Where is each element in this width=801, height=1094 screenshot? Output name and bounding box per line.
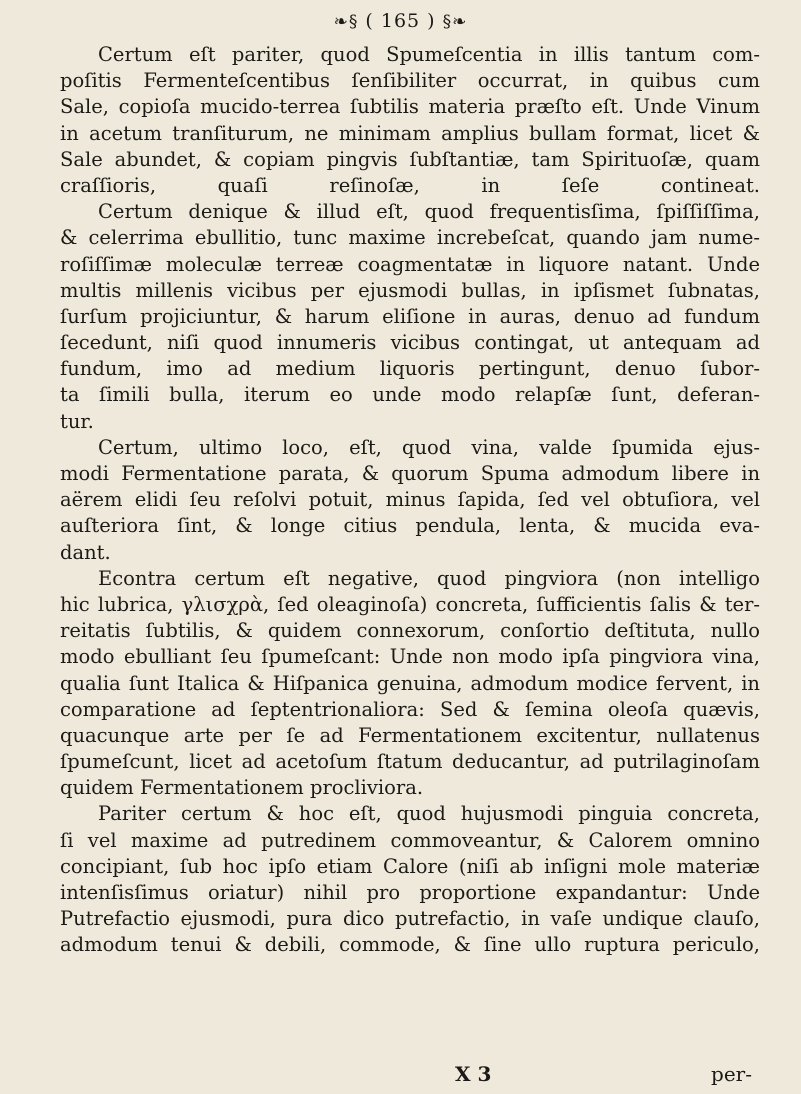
- text-line: concipiant, ſub hoc ipſo etiam Calore (niſi ab inſigni mole materiæ: [60, 854, 760, 878]
- ornament-left-icon: ❧§: [333, 12, 359, 32]
- text-line: dant.: [60, 540, 111, 564]
- text-line: quidem Fermentationem procliviora.: [60, 776, 424, 800]
- page-header: [0, 10, 801, 32]
- text-line: quacunque arte per ſe ad Fermentationem excitentur, nullatenus: [60, 723, 760, 747]
- text-line: ſurſum projiciuntur, & harum eliſione in auras, denuo ad fundum: [60, 304, 760, 328]
- text-line: roſiſſimæ moleculæ terreæ coagmentatæ in liquore natant. Unde: [60, 252, 760, 276]
- text-line: reitatis ſubtilis, & quidem connexorum, conſortio deſtituta, nullo: [60, 619, 760, 643]
- text-line: in acetum tranſiturum, ne minimam amplius bullam format, licet &: [60, 121, 760, 145]
- text-line: auſteriora ſint, & longe citius pendula, lenta, & mucida eva-: [60, 514, 760, 538]
- text-line: modi Fermentatione parata, & quorum Spuma admodum libere in: [60, 462, 760, 485]
- text-line: fundum, imo ad medium liquoris pertingunt, denuo ſubor-: [60, 357, 760, 381]
- text-line: comparatione ad ſeptentrionaliora: Sed & ſemina oleoſa quævis,: [60, 697, 760, 721]
- text-line: aërem elidi ſeu reſolvi potuit, minus ſapida, ſed vel obtuſiora, vel: [60, 488, 760, 512]
- text-line: ta ſimili bulla, iterum eo unde modo relapſæ ſunt, deferan-: [60, 383, 760, 407]
- text-line: multis millenis vicibus per ejusmodi bullas, in ipſismet ſubnatas,: [60, 278, 760, 302]
- text-line: Sale abundet, & copiam pingvis ſubſtantiæ, tam Spirituoſæ, quam: [60, 147, 760, 171]
- text-line: poſitis Fermenteſcentibus ſenſibiliter occurrat, in quibus cum: [60, 69, 760, 93]
- text-line: Econtra certum eſt negative, quod pingviora (non intelligo: [98, 566, 760, 590]
- text-line: ſi vel maxime ad putredinem commoveantur, & Calorem omnino: [60, 828, 760, 852]
- text-line: Putrefactio ejusmodi, pura dico putrefactio, in vaſe undique clauſo,: [60, 907, 760, 931]
- ornament-right-icon: §❧: [442, 12, 468, 32]
- text-line: Certum denique & illud eſt, quod frequentisſima, ſpiſſiſſima,: [98, 200, 760, 224]
- text-line: Certum eſt pariter, quod Spumeſcentia in illis tantum com-: [98, 43, 760, 66]
- text-line: qualia ſunt Italica & Hiſpanica genuina, admodum modice fervent, in: [60, 671, 760, 695]
- signature-mark: X 3: [455, 1062, 492, 1086]
- text-line: modo ebulliant ſeu ſpumeſcant: Unde non modo ipſa pingviora vina,: [60, 645, 760, 669]
- text-line: Pariter certum & hoc eſt, quod hujusmodi pinguia concreta,: [98, 802, 760, 826]
- text-line: tur.: [60, 409, 94, 433]
- text-line: Sale, copioſa mucido-terrea ſubtilis materia præſto eſt. Unde Vinum: [60, 95, 760, 119]
- text-line: & celerrima ebullitio, tunc maxime increbeſcat, quando jam nume-: [60, 226, 760, 250]
- page-number: ( 165 ): [365, 10, 436, 32]
- catchword: per-: [711, 1062, 752, 1086]
- text-line: ſpumeſcunt, licet ad acetoſum ſtatum deducantur, ad putrilaginoſam: [60, 750, 760, 774]
- text-line: admodum tenui & debili, commode, & ſine ullo ruptura periculo,: [60, 933, 760, 957]
- text-line: craſſioris, quaſi reſinoſæ, in ſeſe contineat.: [60, 173, 760, 197]
- text-line: ſecedunt, niſi quod innumeris vicibus contingat, ut antequam ad: [60, 331, 760, 355]
- text-line: hic lubrica, γλισχρὰ, ſed oleaginoſa) concreta, ſufficientis ſalis & ter-: [60, 592, 760, 616]
- text-line: Certum, ultimo loco, eſt, quod vina, valde ſpumida ejus-: [98, 435, 760, 459]
- body-text: [60, 42, 760, 959]
- text-line: intenſisſimus oriatur) nihil pro proportione expandantur: Unde: [60, 881, 760, 904]
